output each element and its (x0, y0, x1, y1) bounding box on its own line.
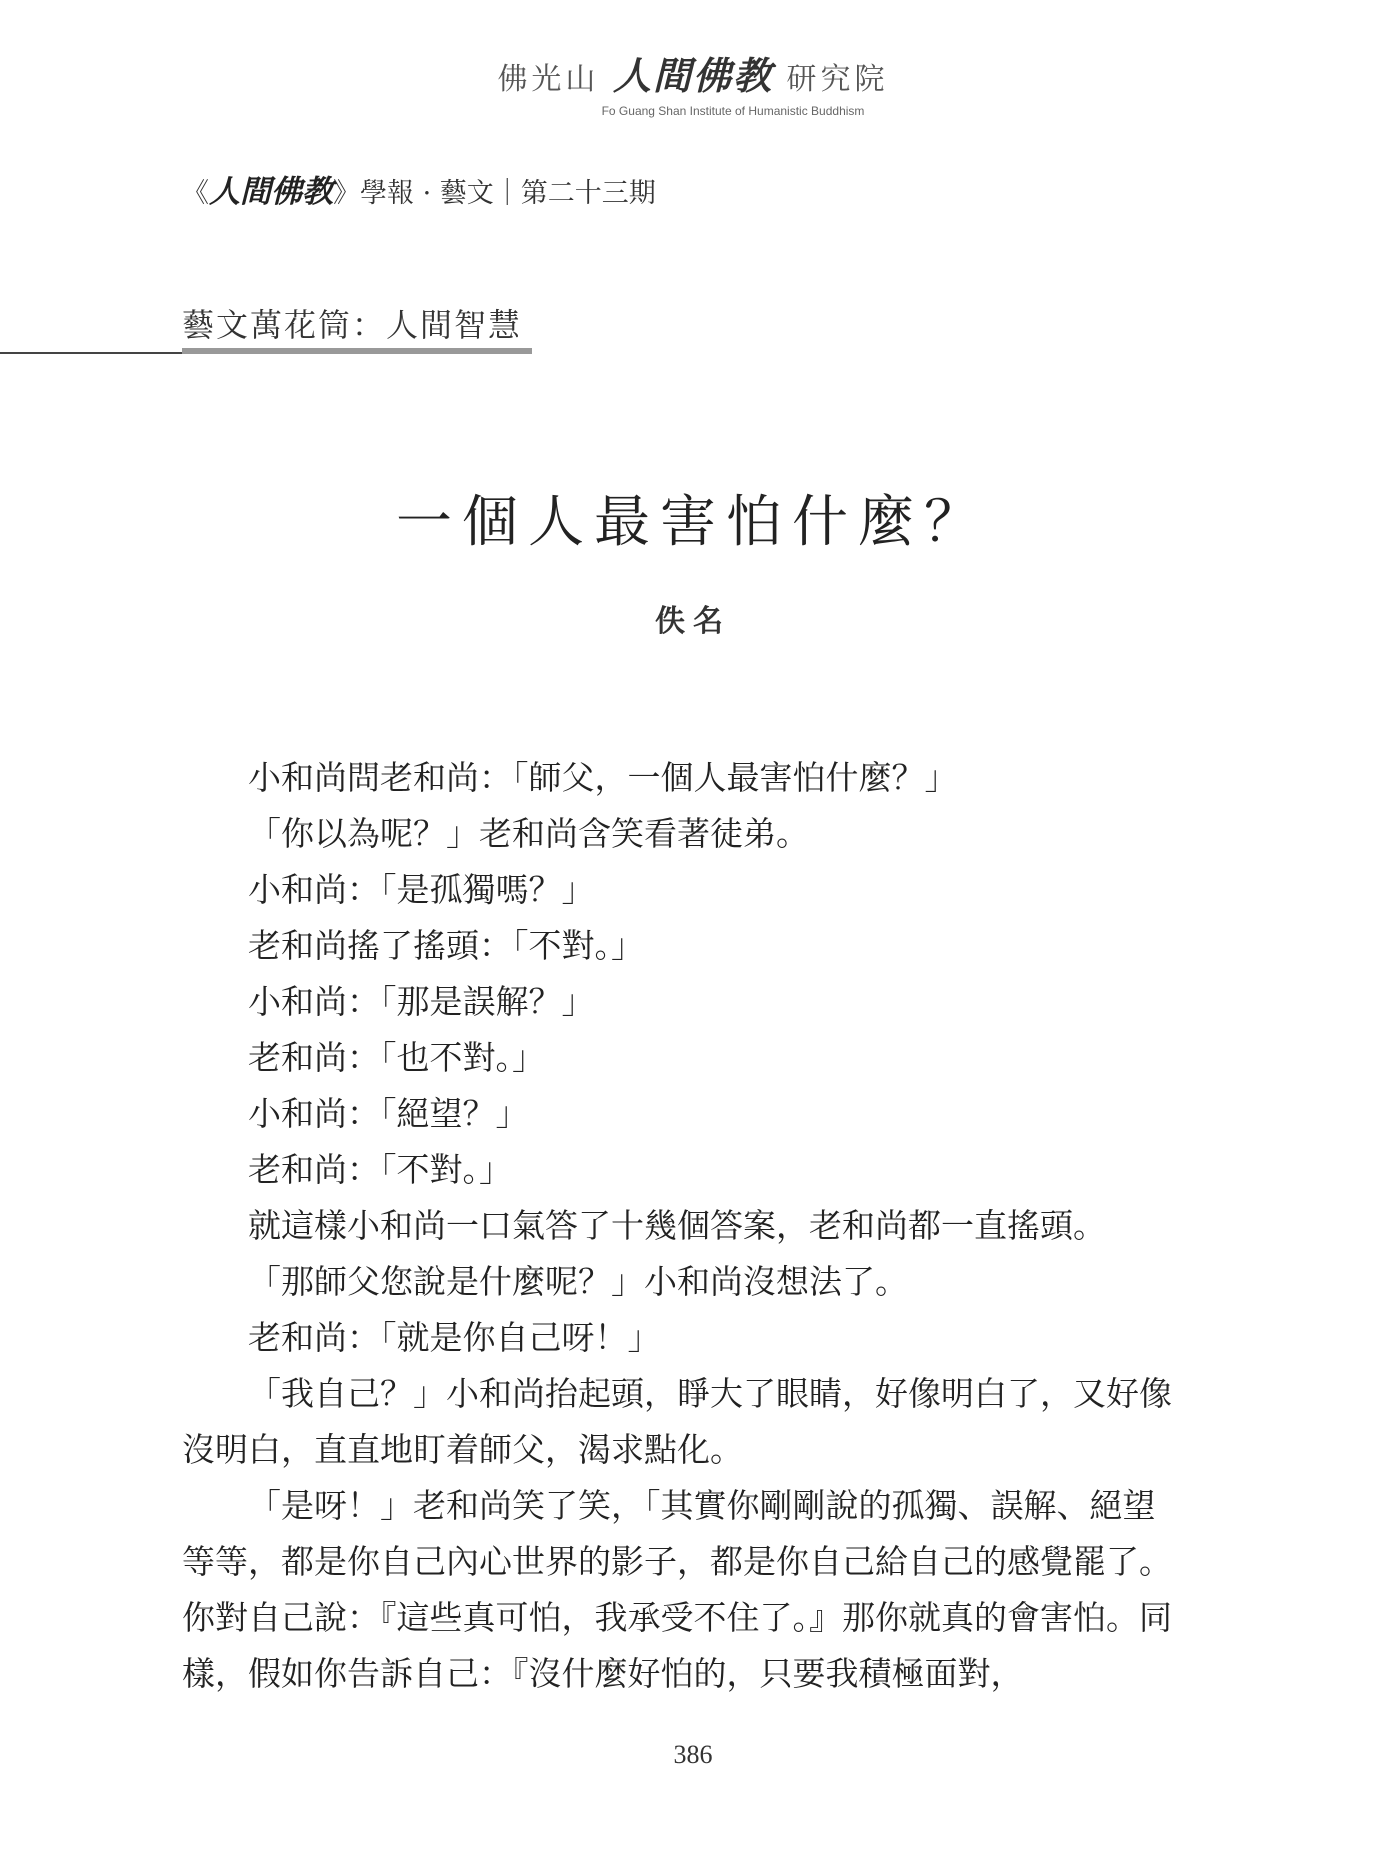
journal-open-bracket: 《 (182, 178, 209, 209)
paragraph: 老和尚：「就是你自己呀！」 (248, 1318, 661, 1357)
paragraph: 老和尚：「也不對。」 (248, 1038, 545, 1077)
paragraph: 「我自己？」小和尚抬起頭，睜大了眼睛，好像明白了，又好像沒明白，直直地盯着師父，渴求點化。 (182, 1374, 1172, 1469)
institute-english-name: Fo Guang Shan Institute of Humanistic Buddhism (601, 104, 865, 118)
paragraph: 「是呀！」老和尚笑了笑，「其實你剛剛說的孤獨、誤解、絕望等等，都是你自己內心世界的影子，都是你自己給自己的感覺罷了。你對自己說：『這些真可怕，我承受不住了。』那你就真的會害怕。同樣，假如你告訴自己：『沒什麼好怕的，只要我積極面對， (182, 1486, 1172, 1693)
paragraph: 老和尚搖了搖頭：「不對。」 (248, 926, 644, 965)
journal-brand-logo: 人間佛教 (209, 174, 333, 210)
section-underline-bar (182, 348, 532, 354)
article-author: 佚名 (655, 604, 731, 639)
paragraph: 小和尚：「那是誤解？」 (248, 982, 595, 1021)
institute-prefix: 佛光山 (497, 62, 600, 97)
institute-suffix: 研究院 (786, 62, 889, 97)
paragraph: 「那師父您說是什麼呢？」小和尚沒想法了。 (248, 1262, 908, 1301)
institute-header (0, 53, 1386, 118)
page-number: 386 (673, 1740, 713, 1769)
paragraph: 小和尚：「是孤獨嗎？」 (248, 870, 595, 909)
paragraph: 老和尚：「不對。」 (248, 1150, 512, 1189)
section-label: 藝文萬花筒：人間智慧 (182, 306, 523, 344)
paragraph: 小和尚：「絕望？」 (248, 1094, 529, 1133)
paragraph: 小和尚問老和尚：「師父，一個人最害怕什麼？」 (248, 758, 958, 797)
institute-brand-logo: 人間佛教 (612, 53, 773, 98)
journal-running-head (182, 166, 656, 211)
article-body (182, 750, 1180, 1702)
article-title: 一個人最害怕什麼？ (396, 490, 990, 555)
institute-name (0, 53, 1386, 98)
paragraph: 「你以為呢？」老和尚含笑看著徒弟。 (248, 814, 809, 853)
journal-issue-info: 》學報 · 藝文｜第二十三期 (333, 178, 656, 209)
paragraph: 就這樣小和尚一口氣答了十幾個答案，老和尚都一直搖頭。 (248, 1206, 1106, 1245)
